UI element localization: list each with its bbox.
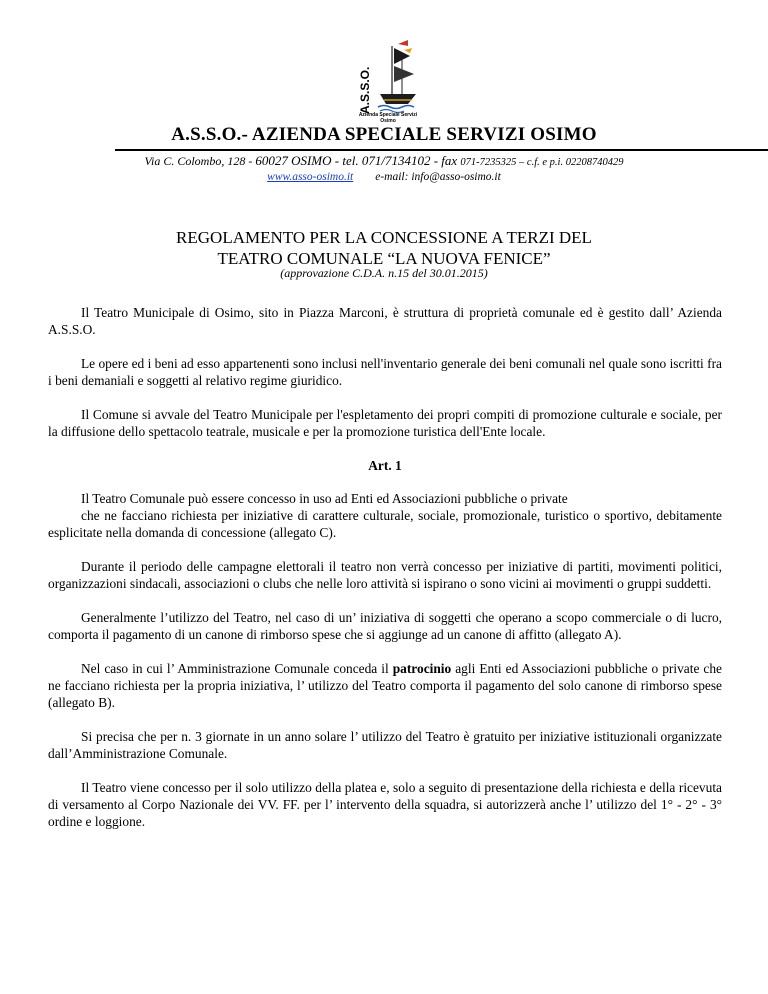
art1-p4-after: agli Enti ed Associazioni pubbliche o private che ne facciano richiesta per la propria iniziativa, l’ utilizzo del Teatro comporta il pagamento del solo canone di rimborso spese (allegato B).	[48, 661, 722, 710]
approval-note: (approvazione C.D.A. n.15 del 30.01.2015)	[280, 266, 488, 280]
logo-caption	[358, 112, 418, 124]
intro-paragraph-3: Il Comune si avvale del Teatro Municipale per l'espletamento dei propri compiti di promozione culturale e sociale, per la diffusione dello spettacolo teatrale, musicale e per la promozione turistica dell'Ente locale.	[48, 407, 722, 439]
art1-paragraph-1-line2: che ne facciano richiesta per iniziative di carattere culturale, sociale, promozionale, turistico o sportivo, debitamente esplicitate nella domanda di concessione (allegato C).	[48, 508, 722, 540]
intro-paragraph-1: Il Teatro Municipale di Osimo, sito in Piazza Marconi, è struttura di proprietà comunale ed è gestito dall’ Azienda A.S.S.O.	[48, 305, 722, 337]
art1-paragraph-1-line1: Il Teatro Comunale può essere concesso in uso ad Enti ed Associazioni pubbliche o private	[81, 491, 568, 506]
art1-paragraph-5: Si precisa che per n. 3 giornate in un anno solare l’ utilizzo del Teatro è gratuito per iniziative istituzionali organizzate dall’Amministrazione Comunale.	[48, 729, 722, 761]
address-line	[0, 153, 768, 169]
art1-paragraph-3: Generalmente l’utilizzo del Teatro, nel caso di un’ iniziativa di soggetti che operano a scopo commerciale o di lucro, comporta il pagamento di un canone di rimborso spese che si aggiunge ad un canone di affitto (allegato A).	[48, 610, 722, 642]
document-title-line1: REGOLAMENTO PER LA CONCESSIONE A TERZI DEL	[176, 228, 592, 247]
address-street: Via C. Colombo, 128 -	[144, 154, 256, 168]
article-heading: Art. 1	[368, 458, 402, 473]
logo-caption-line2: Osimo	[380, 118, 396, 124]
address-fax-vat: 071-7235325 – c.f. e p.i. 02208740429	[460, 157, 624, 168]
art1-paragraph-4	[48, 660, 722, 711]
art1-paragraph-2: Durante il periodo delle campagne elettorali il teatro non verrà concesso per iniziative di partiti, movimenti politici, organizzazioni sindacali, associazioni o clubs che nelle loro attività si ispirano o sono vicini ai movimenti o gruppi suddetti.	[48, 559, 722, 591]
intro-paragraph-2: Le opere ed i beni ad esso appartenenti sono inclusi nell'inventario generale dei beni comunali nel quale sono iscritti fra i beni demaniali e soggetti al relativo regime giuridico.	[48, 356, 722, 388]
address-city-phone: 60027 OSIMO - tel. 071/7134102 - fax	[255, 153, 461, 168]
document-title	[0, 227, 768, 269]
patrocinio-bold: patrocinio	[392, 661, 452, 676]
email-text: e-mail: info@asso-osimo.it	[375, 171, 501, 183]
logo-caption-line1: Azienda Speciale Servizi	[358, 112, 418, 118]
document-title-line2: TEATRO COMUNALE “LA NUOVA FENICE”	[217, 249, 551, 268]
contact-line	[0, 171, 768, 183]
document-body	[48, 304, 722, 847]
logo-acronym: A.S.S.O.	[358, 66, 372, 114]
art1-p4-before: Nel caso in cui l’ Amministrazione Comunale conceda il	[81, 661, 393, 676]
header-divider	[115, 149, 768, 151]
art1-paragraph-6: Il Teatro viene concesso per il solo utilizzo della platea e, solo a seguito di presentazione della richiesta e della ricevuta di versamento al Corpo Nazionale dei VV. FF. per l’ intervento della squadra, si autorizzerà anche l’ utilizzo del 1° - 2° - 3° ordine e loggione.	[48, 780, 722, 829]
organization-title: A.S.S.O.- AZIENDA SPECIALE SERVIZI OSIMO	[171, 124, 597, 145]
website-link[interactable]: www.asso-osimo.it	[267, 171, 354, 183]
